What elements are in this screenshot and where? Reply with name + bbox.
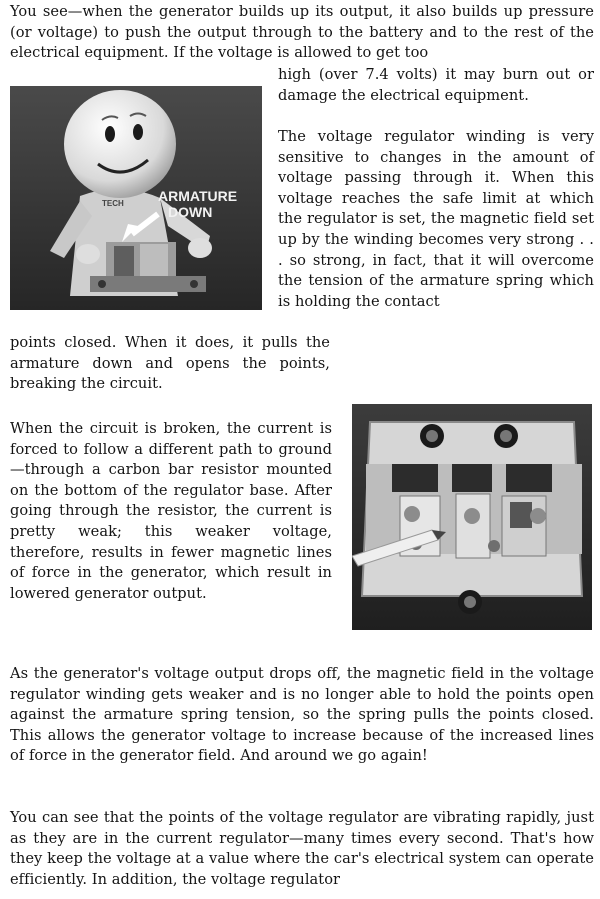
photo-armature-down: [10, 86, 262, 310]
chest-label: TECH: [102, 199, 124, 208]
armature-figure-illustration: [10, 86, 262, 310]
paragraph-voltage-limit: high (over 7.4 volts) it may burn out or damage the electrical equipment.: [278, 66, 594, 104]
paragraph-points-closed: points closed. When it does, it pulls the armature down and opens the points, breaking the circuit.: [10, 334, 330, 393]
photo-regulator-open: [352, 404, 592, 630]
regulator-photo-illustration: [352, 404, 592, 630]
paragraph-circuit-broken: When the circuit is broken, the current is forced to follow a different path to ground—through a carbon bar resistor mounted on the bottom of the regulator base. After going through the resistor, the current is pretty weak; this weaker voltage, therefore, results in fewer magnetic lines of force in the generator, which result in lowered generator output.: [10, 420, 332, 602]
caption-down: DOWN: [168, 204, 213, 220]
paragraph-points-vibrating: You can see that the points of the voltage regulator are vibrating rapidly, just as they are in the current regulator—many times every second. That's how they keep the voltage at a value where the car's electrical system can operate efficiently. In addition, the voltage regulator: [10, 809, 594, 888]
paragraph-generator-output: You see—when the generator builds up its output, it also builds up pressure (or voltage) to push the output through to the battery and to the rest of the electrical equipment. If the voltage is allowed to get too: [10, 3, 594, 62]
paragraph-regulator-winding: The voltage regulator winding is very sensitive to changes in the amount of voltage passing through it. When this voltage reaches the safe limit at which the regulator is set, the magnetic field set up by the winding becomes very strong . . . so strong, in fact, that it will overcome the tension of the armature spring which is holding the contact: [278, 128, 594, 310]
caption-armature: ARMATURE: [158, 188, 238, 204]
paragraph-output-drops: As the generator's voltage output drops off, the magnetic field in the voltage regulator winding gets weaker and is no longer able to hold the points open against the armature spring tension, so the spring pulls the points closed. This allows the generator voltage to increase because of the increased lines of force in the generator field. And around we go again!: [10, 665, 594, 765]
